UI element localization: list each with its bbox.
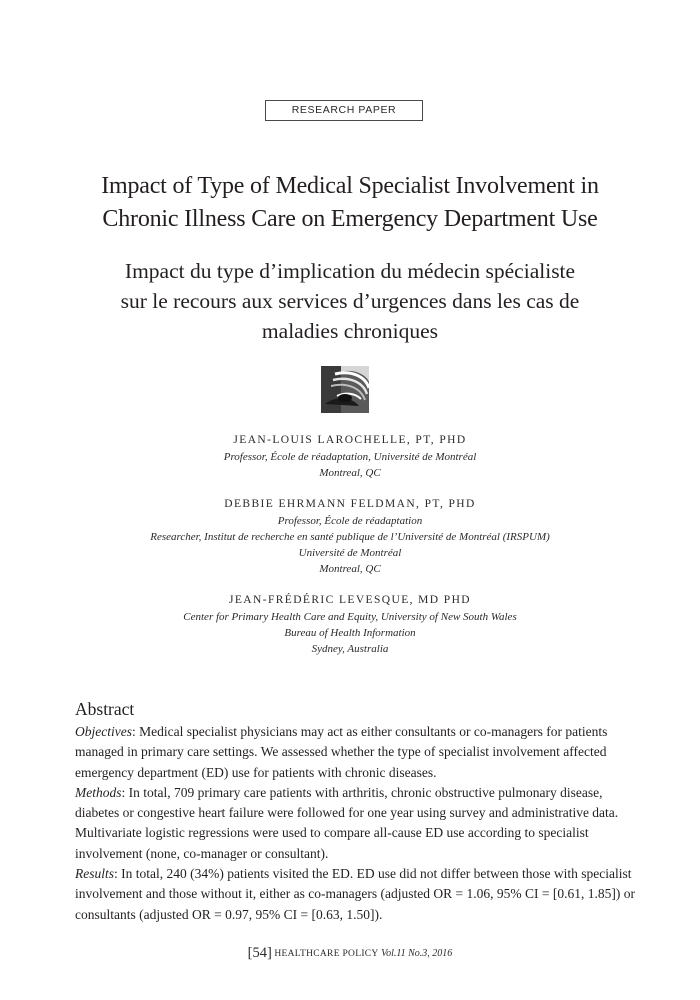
author-affiliation: Montreal, QC	[319, 467, 381, 479]
title-english-line: Impact of Type of Medical Specialist Involvement in	[101, 173, 599, 199]
abstract-heading: Abstract	[75, 699, 135, 719]
title-english-line: Chronic Illness Care on Emergency Department Use	[102, 206, 598, 232]
author-affiliation: Center for Primary Health Care and Equity, University of New South Wales	[183, 611, 517, 623]
author-name: JEAN-LOUIS LAROCHELLE, PT, PHD	[233, 434, 467, 446]
journal-volume: Vol.11 No.3, 2016	[381, 948, 453, 959]
abstract-label: Results	[75, 866, 114, 882]
author-name: JEAN-FRÉDÉRIC LEVESQUE, MD PHD	[229, 594, 471, 606]
author-block	[40, 592, 660, 657]
abstract-objectives	[75, 722, 635, 783]
abstract-text: : Medical specialist physicians may act as either consultants or co-managers for patients managed in primary care settings. We assessed whether the type of specialist involvement affected emergency department (ED) use for patients with chronic diseases.	[75, 724, 608, 780]
author-name: DEBBIE EHRMANN FELDMAN, PT, PHD	[224, 498, 476, 510]
abstract	[75, 698, 635, 925]
title-french-line: sur le recours aux services d’urgences dans les cas de	[120, 289, 580, 313]
abstract-label: Methods	[75, 784, 122, 800]
author-affiliation: Researcher, Institut de recherche en santé publique de l’Université de Montréal (IRSPUM)	[150, 531, 550, 543]
abstract-results	[75, 864, 635, 925]
abstract-methods	[75, 783, 635, 864]
author-block	[40, 496, 660, 577]
author-affiliation: Sydney, Australia	[311, 643, 389, 655]
abstract-text: : In total, 240 (34%) patients visited the ED. ED use did not differ between those with specialist involvement and those without it, either as co-managers (adjusted OR = 1.06, 95% CI = [0.61, 1.85]) or consultants (adjusted OR = 0.97, 95% CI = [0.63, 1.50]).	[75, 866, 635, 922]
title-french-line: Impact du type d’implication du médecin spécialiste	[124, 259, 576, 283]
title-french-line: maladies chroniques	[261, 319, 439, 343]
journal-logo-icon	[321, 366, 369, 413]
author-affiliation: Professor, École de réadaptation, Université de Montréal	[223, 451, 477, 463]
journal-name: HEALTHCARE POLICY	[274, 949, 379, 959]
title-english	[40, 170, 660, 236]
abstract-text: : In total, 709 primary care patients with arthritis, chronic obstructive pulmonary disease, diabetes or congestive heart failure were followed for one year using survey and administrative data. Multivariate logistic regressions were used to compare all-cause ED use according to specialist involvement (none, co-manager or consultant).	[75, 784, 619, 861]
author-affiliation: Université de Montréal	[298, 547, 402, 559]
author-affiliation: Professor, École de réadaptation	[277, 515, 423, 527]
author-block	[40, 432, 660, 481]
title-french	[40, 256, 660, 346]
author-affiliation: Montreal, QC	[319, 563, 381, 575]
author-list	[40, 432, 660, 672]
abstract-label: Objectives	[75, 724, 132, 739]
author-affiliation: Bureau of Health Information	[284, 627, 416, 639]
page-footer	[0, 945, 700, 962]
article-type-badge: RESEARCH PAPER	[265, 100, 423, 121]
page-number: [54]	[247, 945, 272, 961]
